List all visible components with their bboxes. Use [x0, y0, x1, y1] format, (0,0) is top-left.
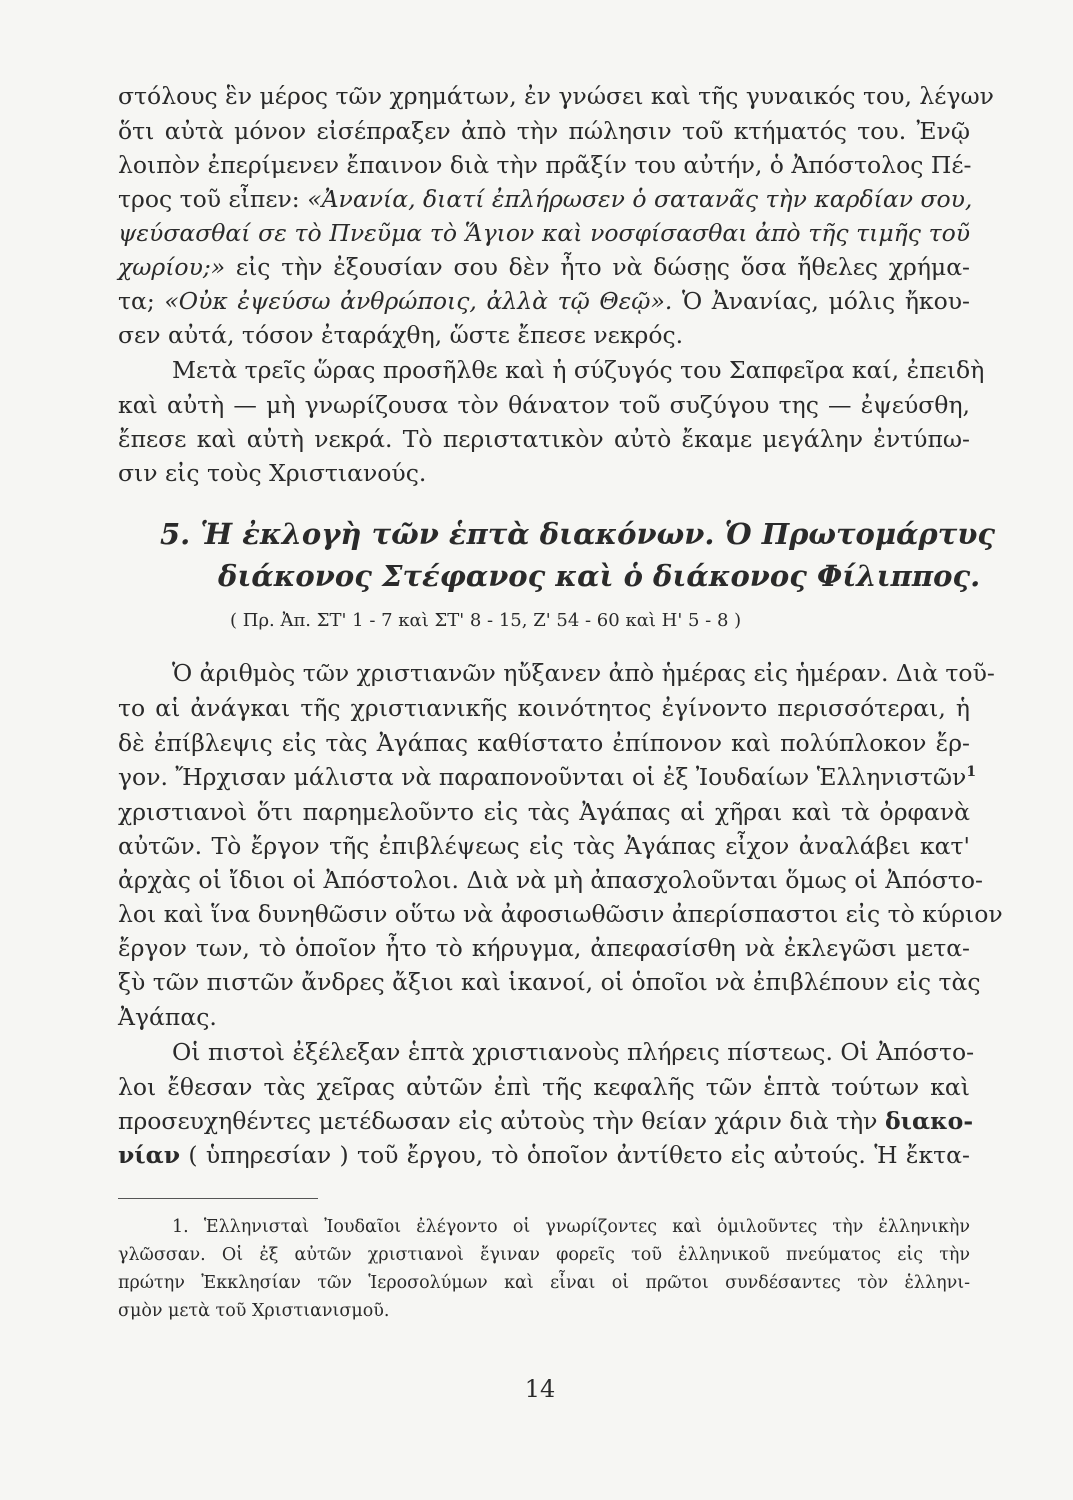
footnote-line: 1. Ἑλληνισταὶ Ἰουδαῖοι ἐλέγοντο οἱ γνωρίζοντες καὶ ὁμιλοῦντες τὴν ἑλληνικὴν [172, 1217, 970, 1237]
quotation: «Οὐκ ἐψεύσω ἀνθρώποις, ἀλλὰ τῷ Θεῷ». [164, 287, 673, 315]
text-line: λοιπὸν ἐπερίμενεν ἔπαινον διὰ τὴν πρᾶξίν του αὐτήν, ὁ Ἀπόστολος Πέ- [118, 151, 972, 179]
text-line [118, 251, 970, 284]
text-line: Οἱ πιστοὶ ἐξέλεξαν ἑπτὰ χριστιανοὺς πλήρεις πίστεως. Οἱ Ἀπόστο- [172, 1038, 975, 1066]
text-segment: τα; [118, 287, 155, 315]
text-line: Ἀγάπας. [118, 1003, 217, 1031]
text-segment: ( ὑπηρεσίαν ) τοῦ ἔργου, τὸ ὁποῖον ἀντίθετο εἰς αὐτούς. Ἡ ἔκτα- [188, 1141, 970, 1169]
text-line [118, 183, 973, 216]
text-line: λοι ἔθεσαν τὰς χεῖρας αὐτῶν ἐπὶ τῆς κεφαλῆς τῶν ἑπτὰ τούτων καὶ [118, 1073, 970, 1101]
text-line: Ὁ ἀριθμὸς τῶν χριστιανῶν ηὔξανεν ἀπὸ ἡμέρας εἰς ἡμέραν. Διὰ τοῦ- [172, 659, 995, 687]
text-line: ἔπεσε καὶ αὐτὴ νεκρά. Τὸ περιστατικὸν αὐτὸ ἔκαμε μεγάλην ἐντύπω- [118, 425, 970, 453]
text-line: αὐτῶν. Τὸ ἔργον τῆς ἐπιβλέψεως εἰς τὰς Ἀγάπας εἶχον ἀναλάβει κατ' [118, 832, 970, 860]
text-line: ὅτι αὐτὰ μόνον εἰσέπραξεν ἀπὸ τὴν πώλησιν τοῦ κτήματός του. Ἐνῷ [118, 117, 970, 145]
text-line [118, 1139, 970, 1172]
text-line: καὶ αὐτὴ — μὴ γνωρίζουσα τὸν θάνατον τοῦ συζύγου της — ἐψεύσθη, [118, 391, 970, 419]
bold-term: νίαν [118, 1141, 181, 1169]
footnote-line: γλῶσσαν. Οἱ ἐξ αὐτῶν χριστιανοὶ ἔγιναν φορεῖς τοῦ ἑλληνικοῦ πνεύματος εἰς τὴν [118, 1245, 970, 1265]
section-heading: 5. Ἡ ἐκλογὴ τῶν ἑπτὰ διακόνων. Ὁ Πρωτομάρτυς [160, 517, 995, 551]
text-line: στόλους ἓν μέρος τῶν χρημάτων, ἐν γνώσει καὶ τῆς γυναικός του, λέγων [118, 82, 994, 110]
text-line: Μετὰ τρεῖς ὥρας προσῆλθε καὶ ἡ σύζυγός του Σαπφεῖρα καί, ἐπειδὴ [172, 356, 985, 384]
page-number: 14 [524, 1375, 556, 1403]
footnote-marker[interactable]: 1 [966, 764, 977, 781]
text-line: δὲ ἐπίβλεψις εἰς τὰς Ἀγάπας καθίστατο ἐπίπονον καὶ πολύπλοκον ἔρ- [118, 729, 970, 757]
text-line: ἔργον των, τὸ ὁποῖον ἦτο τὸ κήρυγμα, ἀπεφασίσθη νὰ ἐκλεγῶσι μετα- [118, 934, 970, 962]
text-line: λοι καὶ ἵνα δυνηθῶσιν οὕτω νὰ ἀφοσιωθῶσιν ἀπερίσπαστοι εἰς τὸ κύριον [118, 900, 1003, 928]
text-segment: εἰς τὴν ἐξουσίαν σου δὲν ἦτο νὰ δώσῃς ὅσα ἤθελες χρήμα- [235, 253, 970, 281]
text-segment: γον. Ἤρχισαν μάλιστα νὰ παραπονοῦνται οἱ ἐξ Ἰουδαίων Ἑλληνιστῶν [118, 763, 967, 791]
text-line: σεν αὐτά, τόσον ἐταράχθη, ὥστε ἔπεσε νεκρός. [118, 321, 684, 349]
bold-term: διακο- [884, 1107, 974, 1135]
scripture-reference: ( Πρ. Ἀπ. ΣΤ' 1 - 7 καὶ ΣΤ' 8 - 15, Ζ' 54 - 60 καὶ Η' 5 - 8 ) [230, 610, 742, 631]
section-heading: διάκονος Στέφανος καὶ ὁ διάκονος Φίλιππος. [218, 559, 981, 593]
text-segment: προσευχηθέντες μετέδωσαν εἰς αὐτοὺς τὴν θείαν χάριν διὰ τὴν [118, 1107, 878, 1135]
text-line: το αἱ ἀνάγκαι τῆς χριστιανικῆς κοινότητος ἐγίνοντο περισσότεραι, ἡ [118, 694, 970, 722]
text-line: ἀρχὰς οἱ ἴδιοι οἱ Ἀπόστολοι. Διὰ νὰ μὴ ἀπασχολοῦνται ὅμως οἱ Ἀπόστο- [118, 866, 983, 894]
text-line [118, 1105, 974, 1138]
footnote-line: σμὸν μετὰ τοῦ Χριστιανισμοῦ. [118, 1301, 390, 1321]
text-line [118, 761, 977, 794]
quotation: «Ἀνανία, διατί ἐπλήρωσεν ὁ σατανᾶς τὴν καρδίαν σου, [307, 185, 973, 213]
footnote-line: πρώτην Ἐκκλησίαν τῶν Ἱεροσολύμων καὶ εἶναι οἱ πρῶτοι συνδέσαντες τὸν ἑλληνι- [118, 1273, 970, 1293]
text-line [118, 285, 970, 318]
quotation-line: ψεύσασθαί σε τὸ Πνεῦμα τὸ Ἅγιον καὶ νοσφίσασθαι ἀπὸ τῆς τιμῆς τοῦ [118, 219, 970, 247]
quotation: χωρίου;» [118, 253, 226, 281]
text-segment: Ὁ Ἀνανίας, μόλις ἤκου- [681, 287, 970, 315]
text-line: χριστιανοὶ ὅτι παρημελοῦντο εἰς τὰς Ἀγάπας αἱ χῆραι καὶ τὰ ὀρφανὰ [118, 798, 970, 826]
text-line: σιν εἰς τοὺς Χριστιανούς. [118, 459, 427, 487]
text-line: ξὺ τῶν πιστῶν ἄνδρες ἄξιοι καὶ ἱκανοί, οἱ ὁποῖοι νὰ ἐπιβλέπουν εἰς τὰς [118, 968, 981, 996]
footnote-separator [118, 1198, 318, 1199]
text-segment: τρος τοῦ εἶπεν: [118, 185, 300, 213]
